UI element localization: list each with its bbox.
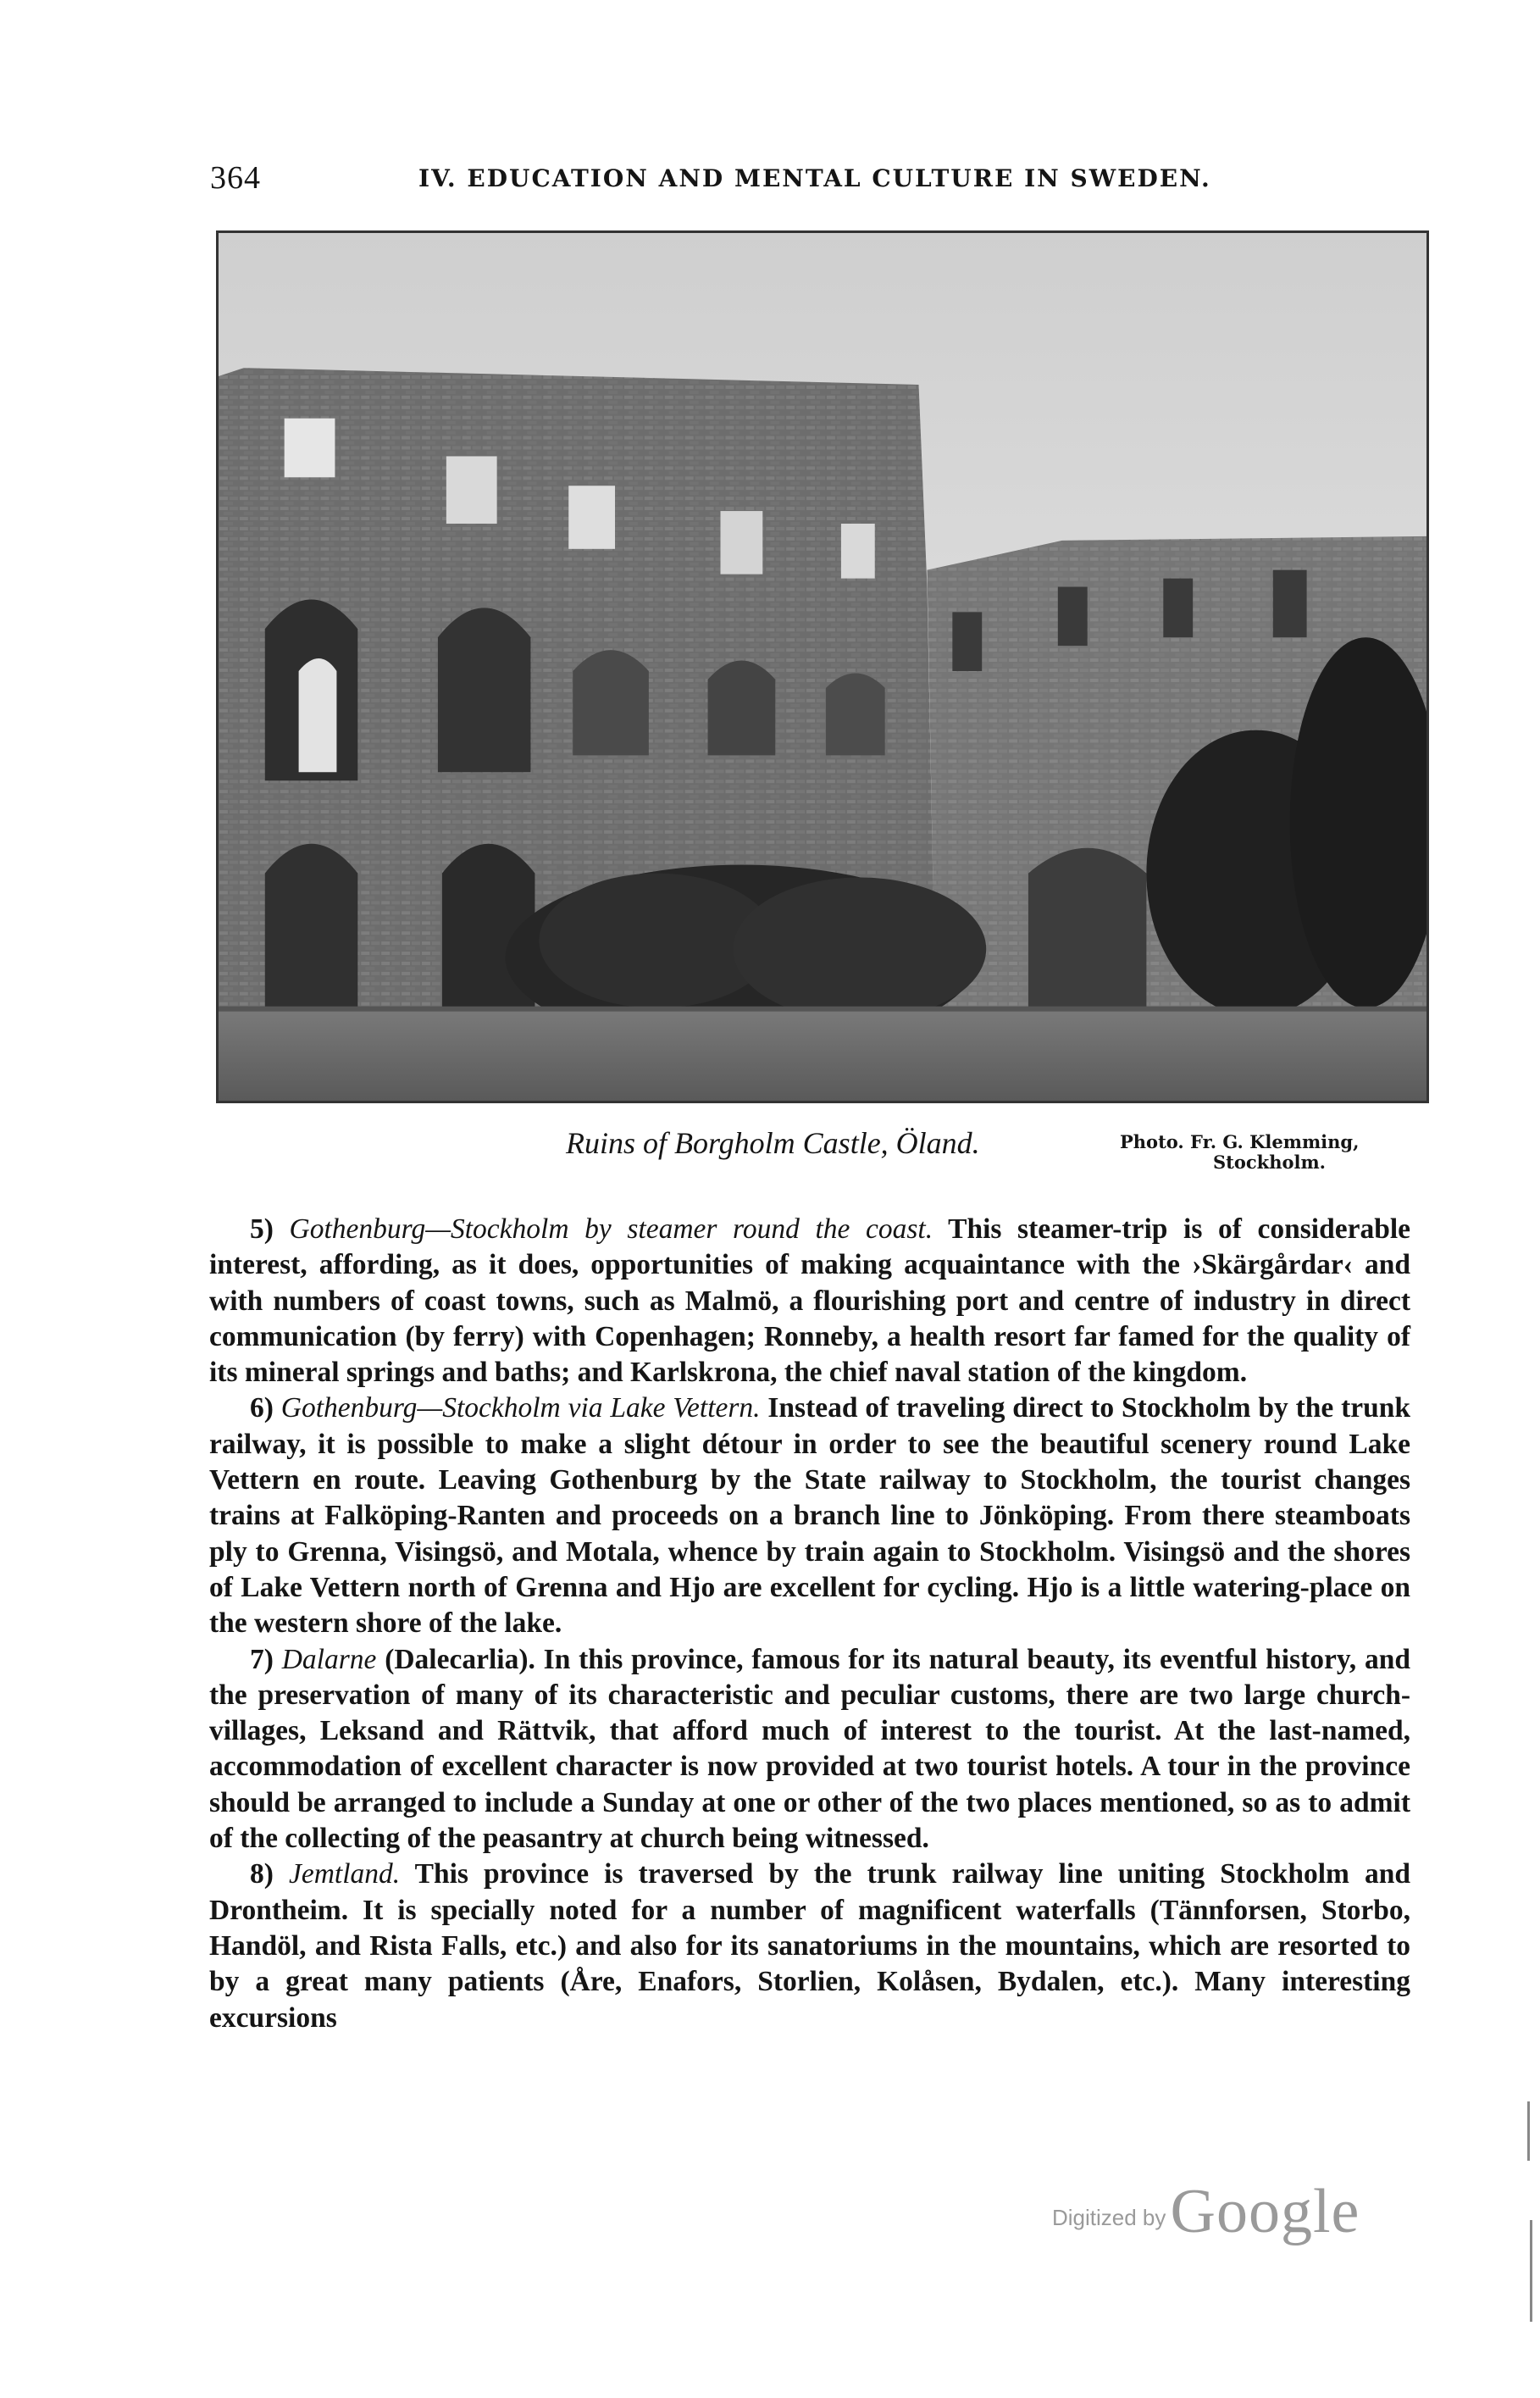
- figure-caption: Ruins of Borgholm Castle, Öland.: [566, 1126, 980, 1160]
- photo-credit: [1120, 1132, 1459, 1173]
- paragraph-text: This province is traversed by the trunk railway line uniting Stockholm and Drontheim. It is specially noted for a number of magnificent waterfalls (Tännforsen, Storbo, Handöl, and Rista Falls, etc.) and also for its sanatoriums in the mountains, which are resorted to by a great many patients (Åre, Enafors, Storlien, Kolåsen, Bydalen, etc.). Many interesting excursions: [209, 1858, 1410, 2034]
- paragraph-6: [209, 1391, 1410, 1641]
- running-head: [210, 159, 1413, 202]
- paragraph-heading: Jemtland.: [288, 1858, 401, 1890]
- paragraph-text: Instead of traveling direct to Stockholm by the trunk railway, it is possible to make a slight détour in order to see the beautiful scenery round Lake Vettern en route. Leaving Gothenburg by the State railway to Stockholm, the tourist changes trains at Falköping-Ranten and proceeds on a branch line to Jönköping. From there steamboats ply to Grenna, Visingsö, and Motala, whence by train again to Stockholm. Visingsö and the shores of Lake Vettern north of Grenna and Hjo are excellent for cycling. Hjo is a little watering-place on the western shore of the lake.: [209, 1392, 1411, 1640]
- castle-ruins-photo: [216, 230, 1429, 1103]
- paragraph-text: (Dalecarlia). In this province, famous for its natural beauty, its eventful history, and the preservation of many of its characteristic and peculiar customs, there are two large church-villages, Leksand and Rättvik, that afford much of interest to the tourist. At the last-named, accommodation of excellent character is now provided at two tourist hotels. A tour in the province should be arranged to include a Sunday at one or other of the two places mentioned, so as to admit of the collecting of the peasantry at church being witnessed.: [209, 1643, 1411, 1855]
- scan-edge-mark: [1530, 2220, 1532, 2322]
- page-number: 364: [210, 160, 261, 196]
- photo-credit-place: Stockholm.: [1213, 1152, 1326, 1173]
- scan-edge-mark: [1527, 2101, 1530, 2161]
- watermark-small-text: Digitized by: [1052, 2205, 1166, 2230]
- paragraph-number: 8): [250, 1858, 274, 1890]
- paragraph-heading: Gothenburg—Stockholm by steamer round the coast.: [289, 1213, 933, 1245]
- paragraph-7: [209, 1642, 1410, 1857]
- google-logo: Google: [1170, 2177, 1360, 2246]
- castle-ruins-illustration: [219, 233, 1426, 1101]
- paragraph-text: This steamer-trip is of considerable interest, affording, as it does, opportunities of making acquaintance with the ›Skärgårdar‹ and with numbers of coast towns, such as Malmö, a flourishing port and centre of industry in direct communication (by ferry) with Copenhagen; Ronneby, a health resort far famed for the quality of its mineral springs and baths; and Karlskrona, the chief naval station of the kingdom.: [209, 1213, 1411, 1389]
- paragraph-number: 7): [250, 1643, 274, 1675]
- paragraph-number: 5): [250, 1213, 274, 1245]
- photo-credit-photographer: Photo. Fr. G. Klemming,: [1120, 1131, 1360, 1152]
- paragraph-8: [209, 1857, 1410, 2035]
- paragraph-heading: Gothenburg—Stockholm via Lake Vettern.: [280, 1392, 761, 1424]
- digitized-by-google-watermark: [1052, 2176, 1360, 2252]
- running-title: IV. EDUCATION AND MENTAL CULTURE IN SWEDEN.: [418, 164, 1211, 192]
- paragraph-number: 6): [250, 1392, 274, 1424]
- body-text: [209, 1212, 1410, 2036]
- paragraph-5: [209, 1212, 1410, 1391]
- paragraph-heading: Dalarne: [281, 1643, 377, 1675]
